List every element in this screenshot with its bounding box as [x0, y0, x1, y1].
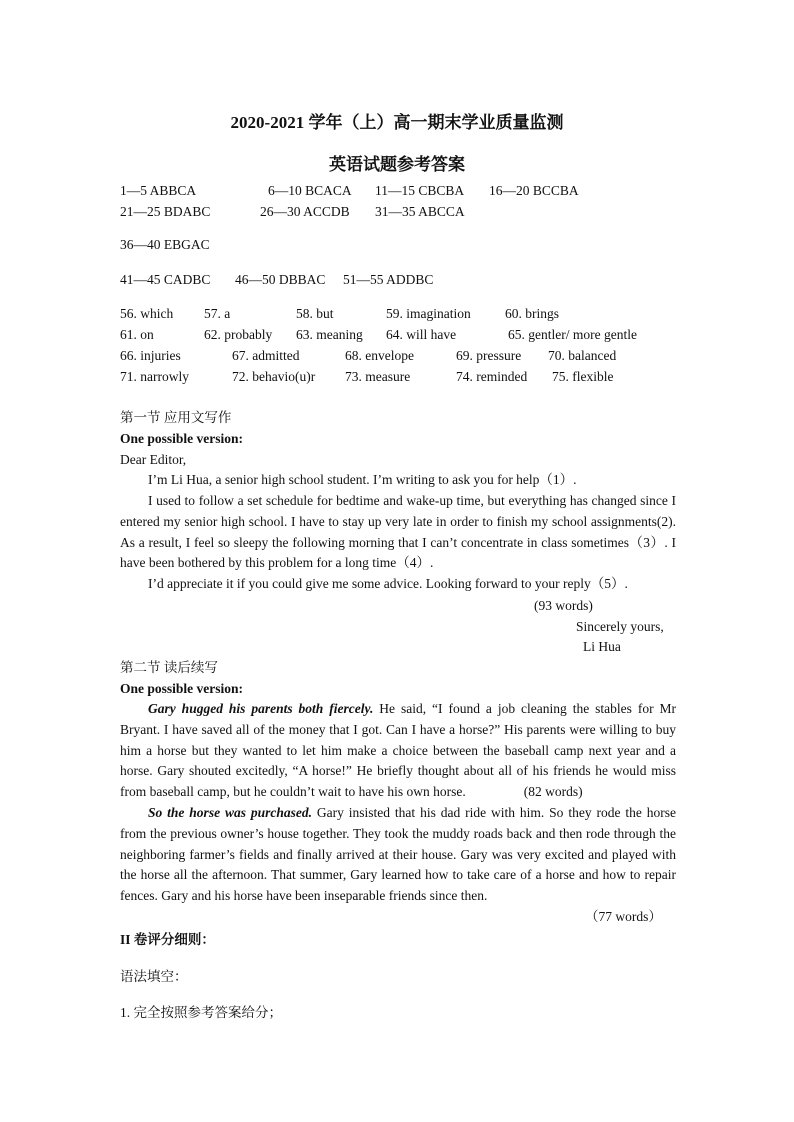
grammar-answer: 58. but — [296, 306, 334, 321]
answer-range: 21—25 BDABC — [120, 204, 211, 219]
grammar-answer: 60. brings — [505, 306, 559, 321]
answer-range: 11—15 CBCBA — [375, 183, 465, 198]
word-count: (93 words) — [534, 598, 593, 613]
letter-greeting: Dear Editor, — [120, 452, 187, 467]
grammar-answer: 65. gentler/ more gentle — [508, 327, 637, 342]
grammar-answer: 61. on — [120, 327, 154, 342]
grammar-answer: 66. injuries — [120, 348, 181, 363]
section-heading: 第一节 应用文写作 — [120, 410, 232, 425]
answer-range: 1—5 ABBCA — [120, 183, 197, 198]
grammar-answer: 74. reminded — [456, 369, 528, 384]
answer-range: 16—20 BCCBA — [489, 183, 579, 198]
grammar-answer: 71. narrowly — [120, 369, 189, 384]
grammar-answer: 63. meaning — [296, 327, 363, 342]
grammar-answer: 59. imagination — [386, 306, 471, 321]
rubric-subheading: 语法填空： — [120, 969, 188, 984]
letter-signature: Li Hua — [583, 639, 621, 654]
answer-range: 31—35 ABCCA — [375, 204, 465, 219]
grammar-answer: 62. probably — [204, 327, 273, 342]
grammar-answer: 68. envelope — [345, 348, 414, 363]
letter-closing: Sincerely yours, — [576, 619, 664, 634]
answer-range: 41—45 CADBC — [120, 272, 211, 287]
page-subtitle: 英语试题参考答案 — [329, 155, 465, 174]
answer-range: 36—40 EBGAC — [120, 237, 210, 252]
grammar-answer: 56. which — [120, 306, 174, 321]
rubric-heading: II 卷评分细则： — [120, 932, 215, 947]
answer-range: 46—50 DBBAC — [235, 272, 326, 287]
grammar-answer: 73. measure — [345, 369, 411, 384]
letter-paragraph: I’m Li Hua, a senior high school student. I’m writing to ask you for help（1）. — [148, 472, 577, 487]
grammar-answer: 69. pressure — [456, 348, 522, 363]
page-title: 2020-2021 学年（上）高一期末学业质量监测 — [230, 113, 564, 132]
grammar-answer: 70. balanced — [548, 348, 617, 363]
letter-paragraph: I’d appreciate it if you could give me some advice. Looking forward to your reply（5）. — [148, 576, 628, 591]
answer-range: 51—55 ADDBC — [343, 272, 434, 287]
grammar-answer: 75. flexible — [552, 369, 614, 384]
grammar-answer: 72. behavio(u)r — [232, 369, 316, 384]
story-paragraph: Gary hugged his parents both fiercely. He said, “I found a job cleaning the stables for Mr Bryant. I have saved all of the money that I got. Can I have a horse?” His parents were willing to buy him a horse but they wanted to let him make a choice between the baseball camp next year and a horse. Gary shouted excitedly, “A horse!” He briefly thought about all of his friends he would miss from baseball camp, but he couldn’t wait to have his own horse. (82 words) — [120, 701, 677, 800]
section-heading: 第二节 读后续写 — [120, 660, 218, 675]
word-count: （77 words） — [585, 909, 662, 924]
grammar-answer: 67. admitted — [232, 348, 300, 363]
version-label: One possible version: — [120, 431, 244, 446]
answer-range: 26—30 ACCDB — [260, 204, 350, 219]
rubric-item: 1. 完全按照参考答案给分； — [120, 1005, 282, 1020]
version-label: One possible version: — [120, 681, 244, 696]
answer-range: 6—10 BCACA — [268, 183, 352, 198]
letter-paragraph: I used to follow a set schedule for bedtime and wake-up time, but everything has changed since I entered my senior high school. I have to stay up very late in order to finish my school assignments(2). As a result, I feel so sleepy the following morning that I can’t concentrate in class sometimes（3）. I have been bothered by this problem for a long time（4）. — [120, 493, 676, 571]
grammar-answer: 57. a — [204, 306, 231, 321]
grammar-answer: 64. will have — [386, 327, 457, 342]
story-paragraph: So the horse was purchased. Gary insisted that his dad ride with him. So they rode the horse from the previous owner’s house together. They took the muddy roads back and then rode through the neighboring farmer’s fields and finally arrived at their house. Gary was very excited and played with the horse all the afternoon. That summer, Gary learned how to take care of a horse and how to repair fences. Gary and his horse have been inseparable friends since then. — [120, 805, 676, 904]
